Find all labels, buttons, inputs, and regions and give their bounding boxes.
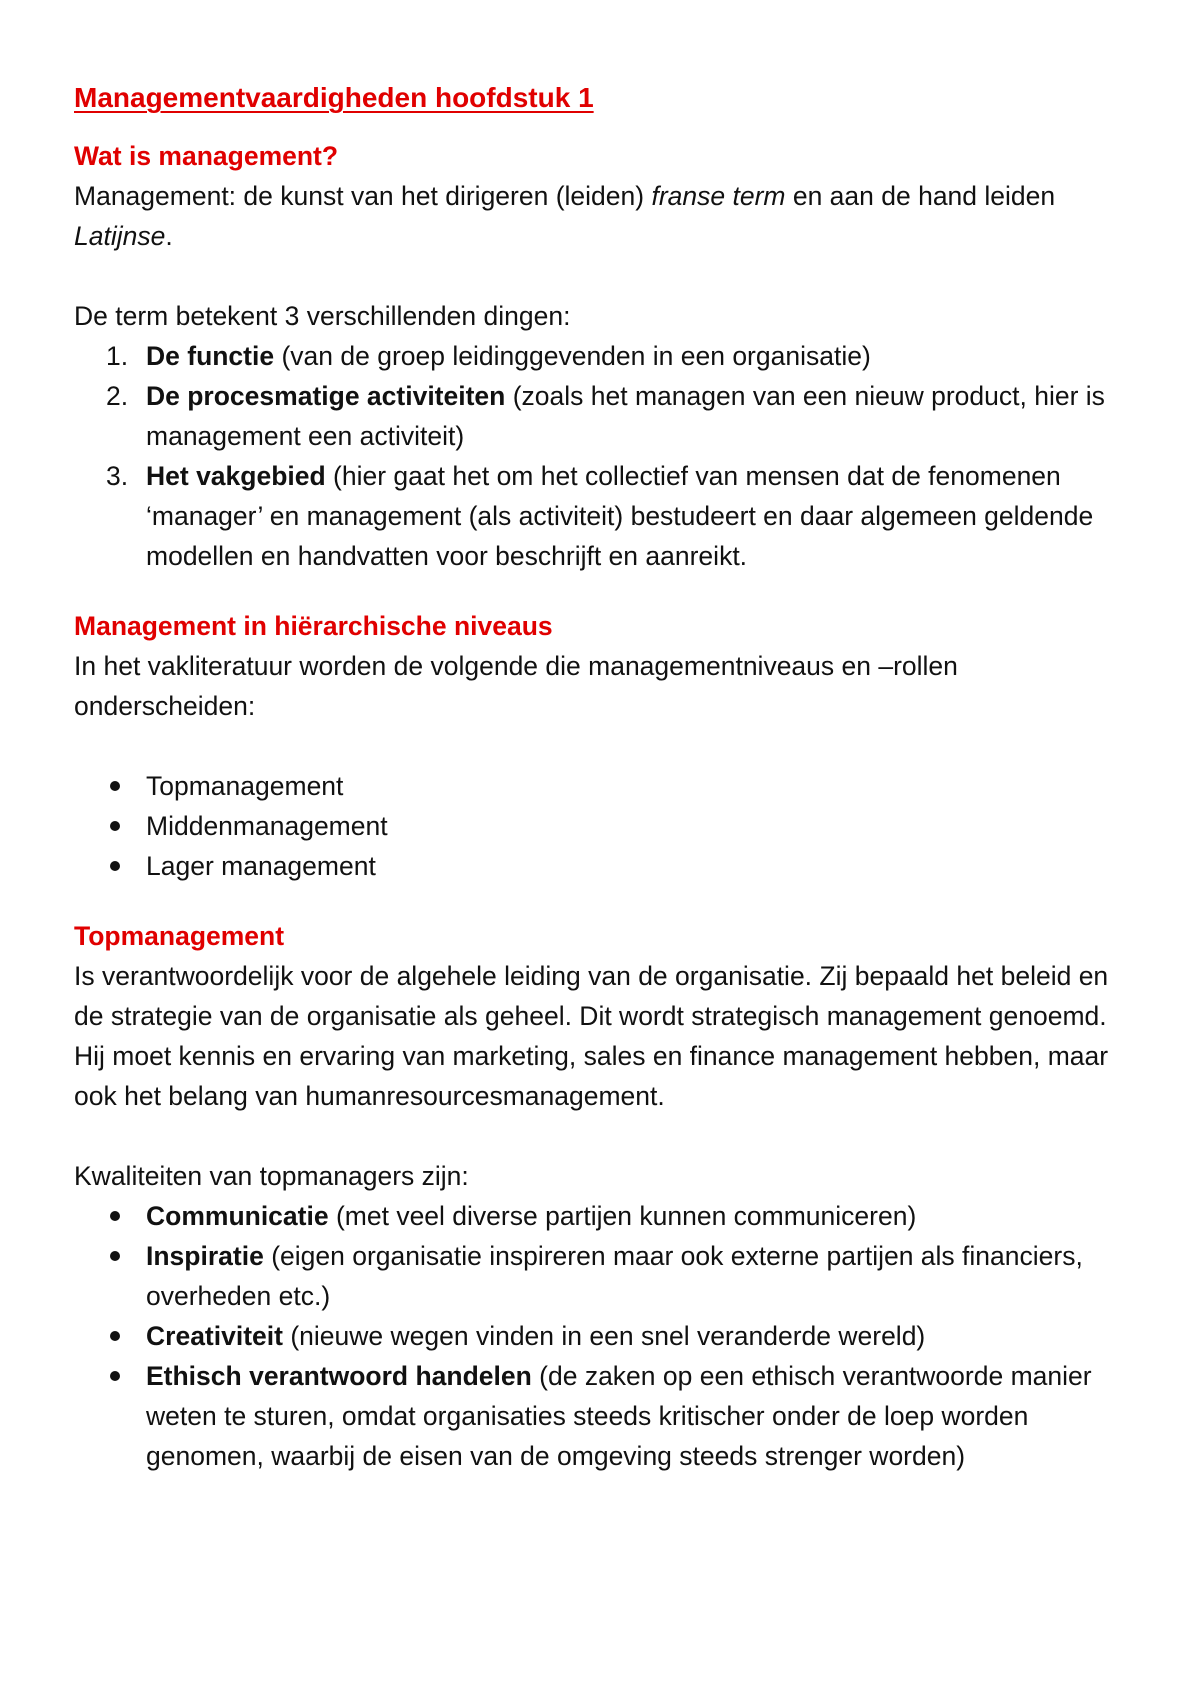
qualities-intro: Kwaliteiten van topmanagers zijn: [74, 1161, 469, 1191]
section-heading-hierarchical-levels: Management in hiërarchische niveaus [74, 611, 553, 641]
definition-text-1: Management: de kunst van het dirigeren (leiden) [74, 181, 652, 211]
list-item [74, 1236, 1120, 1316]
quality-description: (eigen organisatie inspireren maar ook externe partijen als financiers, overheden etc.) [146, 1241, 1083, 1311]
quality-description: (nieuwe wegen vinden in een snel veranderde wereld) [282, 1321, 926, 1351]
quality-term: Creativiteit [146, 1321, 283, 1351]
list-item [74, 1196, 1120, 1236]
topmanagement-body: Is verantwoordelijk voor de algehele leiding van de organisatie. Zij bepaald het beleid en de strategie van de organisatie als geheel. Dit wordt strategisch management genoemd. Hij moet kennis en ervaring van marketing, sales en finance management hebben, maar ook het belang van humanresourcesmanagement. [74, 961, 1109, 1111]
list-item-description: (hier gaat het om het collectief van mensen dat de fenomenen ‘manager’ en management (als activiteit) bestudeert en daar algemeen geldende modellen en handvatten voor beschrijft en aanreikt. [146, 461, 1094, 571]
section-heading-topmanagement: Topmanagement [74, 921, 285, 951]
spacer [74, 726, 1120, 766]
bullet-icon [110, 1331, 120, 1341]
bullet-icon [110, 1251, 120, 1261]
level-label: Lager management [146, 851, 376, 881]
qualities-list [74, 1196, 1120, 1476]
document-title: Managementvaardigheden hoofdstuk 1 [74, 82, 594, 113]
levels-intro: In het vakliteratuur worden de volgende die managementniveaus en –rollen onderscheiden: [74, 651, 958, 721]
meanings-list [74, 336, 1120, 576]
definition-italic-1: franse term [651, 181, 786, 211]
quality-term: Inspiratie [146, 1241, 264, 1271]
definition-italic-2: Latijnse [74, 221, 166, 251]
management-definition [74, 176, 1120, 256]
list-item [74, 766, 1120, 806]
spacer [74, 1116, 1120, 1156]
list-item [74, 1356, 1120, 1476]
quality-term: Ethisch verantwoord handelen [146, 1361, 532, 1391]
list-number: 3. [106, 461, 129, 491]
list-item-term: Het vakgebied [146, 461, 326, 491]
quality-description: (de zaken op een ethisch verantwoorde manier weten te sturen, omdat organisaties steeds kritischer onder de loep worden genomen, waarbij de eisen van de omgeving steeds strenger worden) [146, 1361, 1092, 1471]
list-item-description: (zoals het managen van een nieuw product, hier is management een activiteit) [146, 381, 1105, 451]
definition-text-2: en aan de hand leiden [785, 181, 1056, 211]
levels-list [74, 766, 1120, 886]
quality-description: (met veel diverse partijen kunnen communiceren) [328, 1201, 917, 1231]
bullet-icon [110, 1371, 120, 1381]
bullet-icon [110, 1211, 120, 1221]
list-item [74, 376, 1120, 456]
list-item-term: De functie [146, 341, 275, 371]
bullet-icon [110, 781, 120, 791]
spacer [74, 256, 1120, 296]
list-item [74, 806, 1120, 846]
list-item [74, 846, 1120, 886]
spacer [74, 886, 1120, 916]
meanings-intro: De term betekent 3 verschillenden dingen: [74, 301, 571, 331]
list-item-description: (van de groep leidinggevenden in een organisatie) [274, 341, 871, 371]
list-item [74, 1316, 1120, 1356]
quality-term: Communicatie [146, 1201, 329, 1231]
list-number: 1. [106, 341, 129, 371]
list-item-term: De procesmatige activiteiten [146, 381, 506, 411]
bullet-icon [110, 821, 120, 831]
list-item [74, 336, 1120, 376]
bullet-icon [110, 861, 120, 871]
section-heading-what-is-management: Wat is management? [74, 141, 339, 171]
level-label: Topmanagement [146, 771, 344, 801]
list-number: 2. [106, 381, 129, 411]
spacer [74, 576, 1120, 606]
level-label: Middenmanagement [146, 811, 388, 841]
list-item [74, 456, 1120, 576]
definition-text-3: . [165, 221, 173, 251]
